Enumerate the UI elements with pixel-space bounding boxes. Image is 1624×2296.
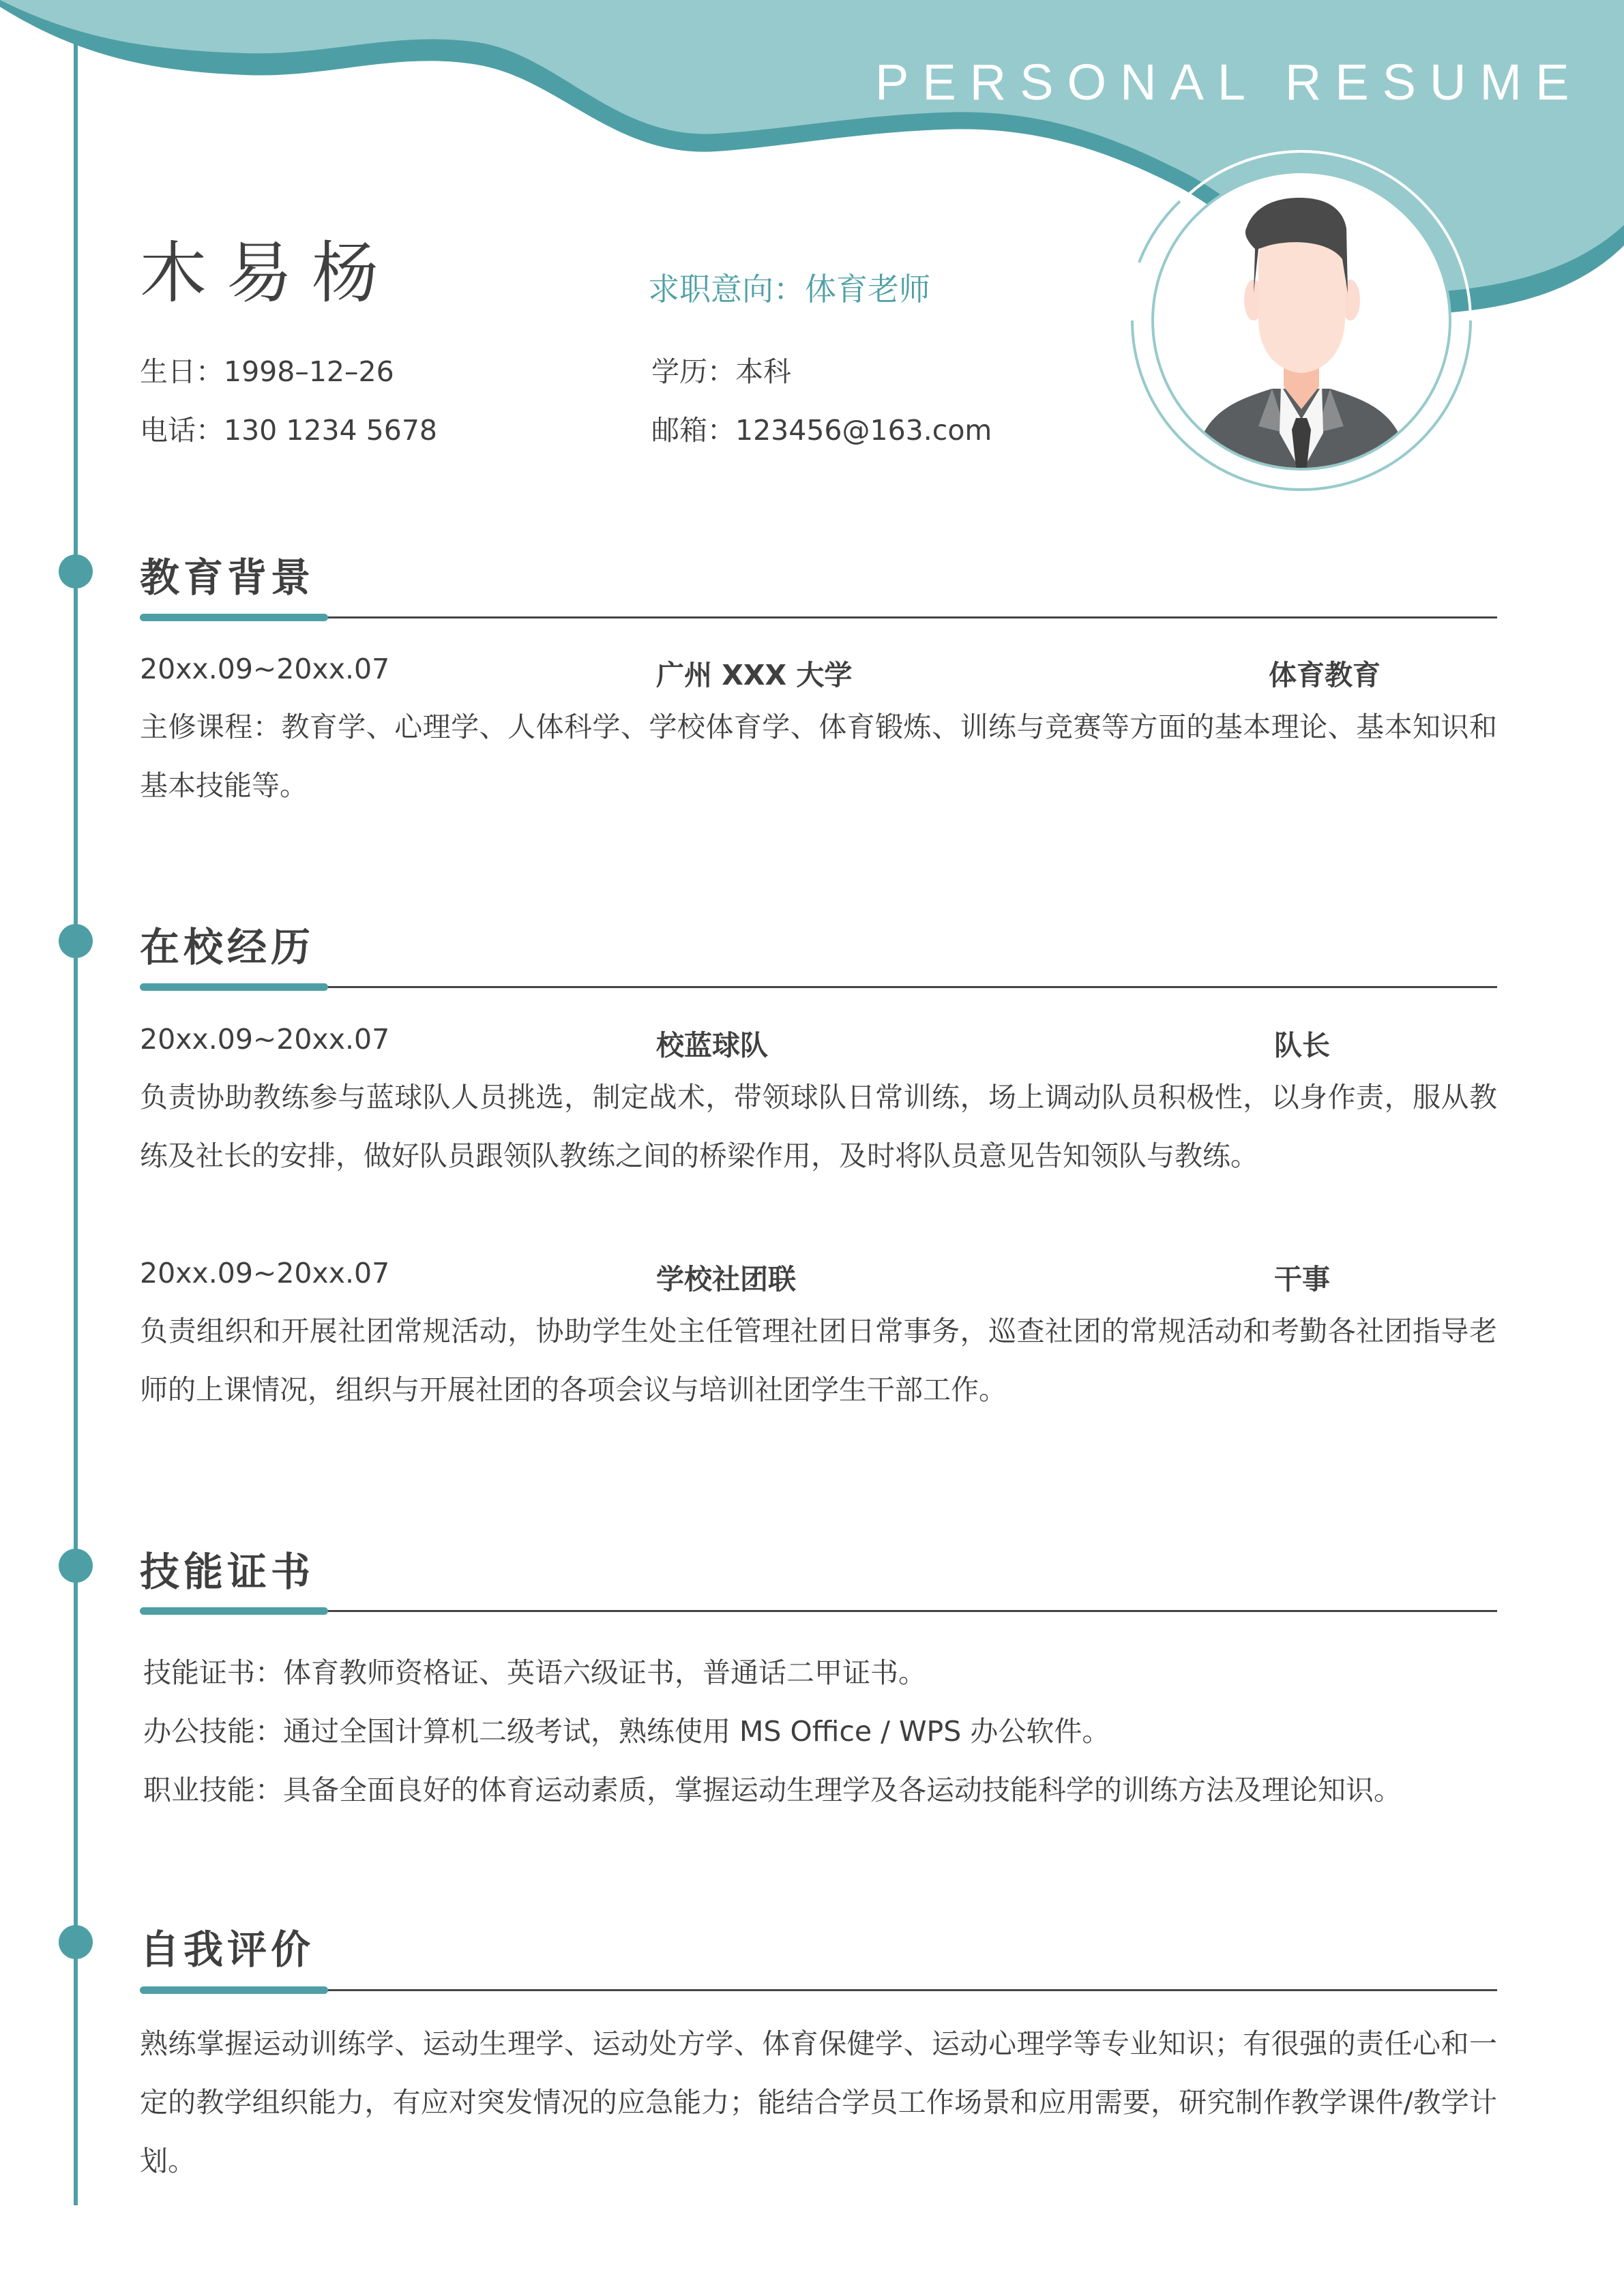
section-title-campus: 在校经历 <box>140 924 315 970</box>
self-eval-description: 熟练掌握运动训练学、运动生理学、运动处方学、体育保健学、运动心理学等专业知识；有很强的责任心和一定的教学组织能力，有应对突发情况的应急能力；能结合学员工作场景和应用需要，研究制作教学课件/教学计划。 <box>140 2027 1497 2177</box>
entry-date: 20xx.09~20xx.07 <box>140 653 390 685</box>
info-phone: 电话：130 1234 5678 <box>140 414 438 447</box>
section-accent-bar <box>140 983 328 991</box>
entry-description: 负责协助教练参与蓝球队人员挑选，制定战术，带领球队日常训练，场上调动队员积极性，以身作责，服从教练及社长的安排，做好队员跟领队教练之间的桥梁作用，及时将队员意见告知领队与教练。 <box>140 1081 1497 1172</box>
skill-item-office: 办公技能：通过全国计算机二级考试，熟练使用 MS Office / WPS 办公软件。 <box>143 1715 1110 1748</box>
entry-org: 广州 XXX 大学 <box>656 659 853 691</box>
job-intent: 求职意向：体育老师 <box>648 271 930 308</box>
banner-title: PERSONAL RESUME <box>875 54 1583 110</box>
entry-date: 20xx.09~20xx.07 <box>140 1257 390 1289</box>
section-title-self-eval: 自我评价 <box>140 1926 315 1973</box>
entry-description: 负责组织和开展社团常规活动，协助学生处主任管理社团日常事务，巡查社团的常规活动和考勤各社团指导老师的上课情况，组织与开展社团的各项会议与培训社团学生干部工作。 <box>140 1315 1497 1406</box>
timeline-dot-icon <box>59 1925 93 1959</box>
info-education: 学历：本科 <box>651 355 791 388</box>
section-divider <box>140 986 1497 988</box>
entry-role: 干事 <box>1274 1263 1330 1296</box>
timeline-dot-icon <box>59 554 93 588</box>
info-birthday: 生日：1998–12–26 <box>140 355 394 388</box>
entry-org: 学校社团联 <box>656 1263 796 1296</box>
section-accent-bar <box>140 1986 328 1994</box>
entry-role: 队长 <box>1274 1029 1330 1062</box>
section-divider <box>140 616 1497 618</box>
section-title-education: 教育背景 <box>140 554 315 601</box>
section-accent-bar <box>140 614 328 621</box>
entry-org: 校蓝球队 <box>656 1029 768 1062</box>
entry-date: 20xx.09~20xx.07 <box>140 1023 390 1056</box>
entry-role: 体育教育 <box>1269 659 1381 691</box>
timeline-dot-icon <box>59 924 93 958</box>
timeline-dot-icon <box>59 1549 93 1583</box>
avatar <box>1125 147 1480 501</box>
skill-item-professional: 职业技能：具备全面良好的体育运动素质，掌握运动生理学及各运动技能科学的训练方法及理论知识。 <box>143 1774 1402 1806</box>
candidate-name: 木易杨 <box>140 235 398 312</box>
section-title-skills: 技能证书 <box>140 1549 315 1595</box>
section-divider <box>140 1989 1497 1991</box>
info-email: 邮箱：123456@163.com <box>651 414 992 447</box>
section-divider <box>140 1610 1497 1612</box>
section-accent-bar <box>140 1607 328 1615</box>
timeline-line <box>74 42 78 2205</box>
skill-item-certificates: 技能证书：体育教师资格证、英语六级证书，普通话二甲证书。 <box>143 1656 926 1689</box>
entry-description: 主修课程：教育学、心理学、人体科学、学校体育学、体育锻炼、训练与竞赛等方面的基本理论、基本知识和基本技能等。 <box>140 711 1497 802</box>
